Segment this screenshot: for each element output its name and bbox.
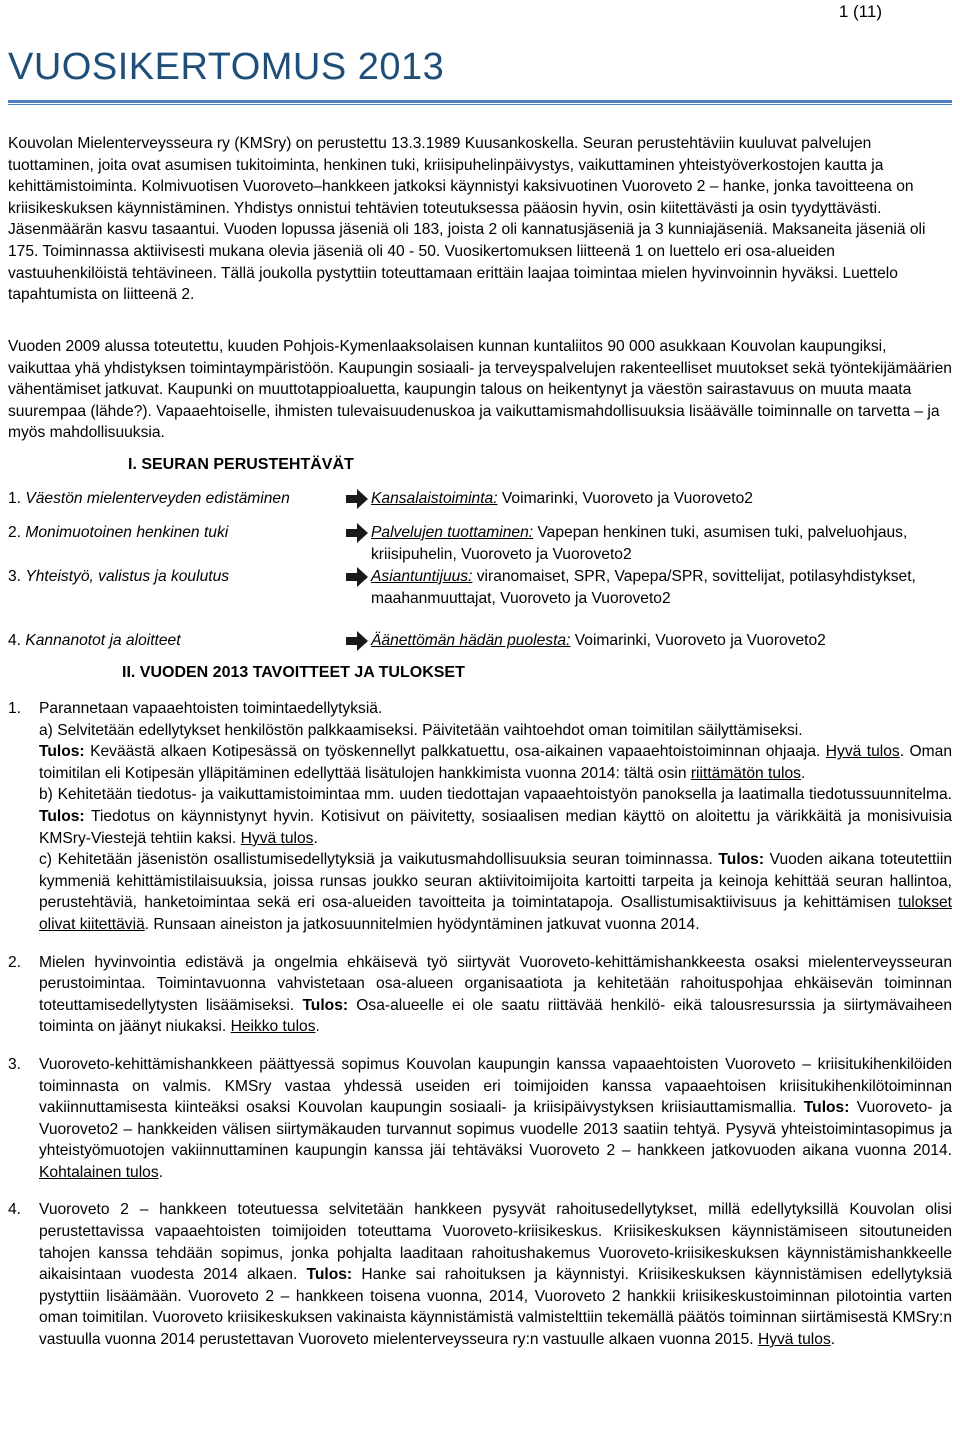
task-name: Yhteistyö, valistus ja koulutus xyxy=(25,568,230,585)
section-2-heading: II. VUODEN 2013 TAVOITTEET JA TULOKSET xyxy=(122,664,465,681)
goal-item-3: 3. Vuoroveto-kehittämishankkeen päättyessä sopimus Kouvolan kaupungin kanssa vapaaehtoisten Vuoroveto – kriisitukihenkilöiden toiminnasta on valmis. KMSry vastaa yhdessä useiden eri toimijoiden kanssa vapaaehtoisen kriisitukihenkilötoiminnan vakiinnuttamisesta kiinteäksi osaksi Kouvolan kaupungin sosiaali- ja kriisipäivystyksen kriisiauttamismallia. Tulos: Vuoroveto- ja Vuoroveto2 – hankkeiden välisen siirtymäkauden turvannut sopimus vuodelle 2013 saatiin tehtyä. Pysyvä yhteistoimintasopimus ja yhteistyömuotojen vakiinnuttaminen kaupungin kanssa jäi tehtäväksi Vuoroveto 2 – hankkeen jatkovuoden aikana vuonna 2014. Kohtalainen tulos. xyxy=(8,1055,952,1181)
task-detail: Voimarinki, Vuoroveto ja Vuoroveto2 xyxy=(570,632,826,649)
result-rating: Hyvä tulos xyxy=(240,829,314,847)
section-1-heading: I. SEURAN PERUSTEHTÄVÄT xyxy=(128,456,354,473)
arrow-right-icon xyxy=(346,631,368,651)
goal-item-1 xyxy=(8,698,952,936)
result-rating: Hyvä tulos xyxy=(757,1331,831,1349)
task-key: Äänettömän hädän puolesta: xyxy=(371,632,571,649)
page-number: 1 (11) xyxy=(838,2,882,21)
task-number: 3. xyxy=(8,568,22,585)
intro-paragraph-1: Kouvolan Mielenterveysseura ry (KMSry) on perustettu 13.3.1989 Kuusankoskella. Seuran perustehtäviin kuuluvat palvelujen tuottaminen, joita ovat asumisen tukitoiminta, henkinen tuki, kriisipuhelinpäivystys, vaikuttaminen yhteistyöverkostojen kautta ja kehittämistoiminta. Kolmivuotisen Vuoroveto–hankkeen jatkoksi käynnistyi kaksivuotinen Vuoroveto 2 – hanke, jonka tavoitteena on kriisikeskuksen käynnistäminen. Yhdistys onnistui tehtävien toteutuksessa pääosin hyvin, osin kiitettävästi ja osin tyydyttävästi. Jäsenmäärän kasvu tasaantui. Vuoden lopussa jäseniä oli 183, joista 2 oli kannatusjäseniä ja 3 kunniajäseniä. Maksaneita jäseniä oli 175. Toiminnassa aktiivisesti mukana olevia jäseniä oli 40 - 50. Vuosikertomuksen liitteenä 1 on luettelo eri osa-alueiden vastuuhenkilöistä tehtävineen. Tällä joukolla pystyttiin toteuttamaan erittäin laajaa toimintaa mielen hyvinvoinnin hyväksi. Luettelo tapahtumista on liitteenä 2. xyxy=(8,135,926,304)
intro-paragraph-2: Vuoden 2009 alussa toteutettu, kuuden Pohjois-Kymenlaaksolaisen kunnan kuntaliitos 90 000 asukkaan Kouvolan kaupungiksi, vaikuttaa yhä yhdistyksen toimintaympäristöön. Kaupungin sosiaali- ja terveyspalvelujen rakenteelliset muutokset sekä työntekijämäärien vähentämiset jatkuvat. Kaupunki on muuttotappioaluetta, kaupungin talous on heikentynyt ja väestön sairastavuus on muuta maata suurempaa (lähde?). Vapaaehtoiselle, ihmisten tulevaisuudenuskoa ja vaikuttamismahdollisuuksia lisäävälle toiminnalle on tarvetta – ja myös mahdollisuuksia. xyxy=(8,338,952,442)
goal-item-4: 4. Vuoroveto 2 – hankkeen toteutuessa selvitetään hankkeen pysyvät rahoitusedellytykset, millä edellytyksillä Kouvolan olisi perustettavissa vapaaehtoisten toimijoiden toteuttama Vuoroveto-kriisikeskus. Kriisikeskuksen käynnistämiseen sitoutuneiden tahojen kanssa tehdään sopimus, jonka pohjalta laaditaan rahoitushakemus Vuoroveto-kriisikeskuksen käynnistämishankkeelle aikaisintaan vuodesta 2014 alkaen. Tulos: Hanke sai rahoituksen ja käynnistyi. Kriisikeskuksen käynnistämisen edellytyksiä pystyttiin lisäämään. Vuoroveto 2 – hankkeen toisena vuonna, 2014, Vuoroveto 2 hankkii kriisikeskustoiminnan pilotointia varten oman toimitilan. Vuoroveto kriisikeskuksen vakinaista käynnistämistä valmistelttiin tekemällä päätös toiminnan siirtämisestä KMSry:n vastuulla vuonna 2014 perustettavan Vuoroveto mielenterveysseura ry:n vastuulle alkaen vuonna 2015. Hyvä tulos. xyxy=(8,1201,952,1349)
task-number: 4. xyxy=(8,632,22,649)
title-rule-thin xyxy=(8,104,952,105)
task-detail: Voimarinki, Vuoroveto ja Vuoroveto2 xyxy=(497,490,753,507)
task-detail: viranomaiset, SPR, Vapepa/SPR, sovittelijat, potilasyhdistykset, maahanmuuttajat, Vuoroveto ja Vuoroveto2 xyxy=(371,568,916,607)
task-name: Väestön mielenterveyden edistäminen xyxy=(25,490,290,507)
goal-1c: c) Kehitetään jäsenistön osallistumisedellytyksiä ja vaikutusmahdollisuuksia seuran toiminnassa. Tulos: Vuoden aikana toteutettiin kymmeniä kehittämistilaisuuksia, joissa runsas joukko seuran aktiivitoimijoita kartoitti tarpeita ja keinoja kehittää seuran hallintoa, perustehtäviä, hanketoimintaa sekä eri osa-alueiden tavoitteita ja toimintatapoja. Osallistumisaktiivisuus ja kehittämisen tulokset olivat kiitettäviä. Runsaan aineiston ja jatkosuunnitelmien hyödyntäminen jatkuvat vuonna 2014. xyxy=(39,851,952,933)
result-rating: Heikko tulos xyxy=(230,1018,316,1036)
result-rating: Hyvä tulos xyxy=(825,743,900,761)
task-name: Kannanotot ja aloitteet xyxy=(25,632,181,649)
task-row xyxy=(8,522,952,566)
goal-number: 2. xyxy=(8,953,22,971)
task-key: Kansalaistoiminta: xyxy=(371,490,498,507)
arrow-right-icon xyxy=(346,567,368,587)
task-number: 2. xyxy=(8,524,22,541)
goal-item-2: 2. Mielen hyvinvointia edistävä ja ongelmia ehkäisevä työ siirtyvät Vuoroveto-kehittämishankkeesta osaksi mielenterveysseuran perustoimintaa. Toimintavuonna vahvistetaan osa-alueen organisaatiota ja kehitetään rahoituspohjaa ehkäisevän toiminnan toteuttamisedellytysten lisäämiseksi. Tulos: Osa-alueelle ei ole saatu riittävää henkilö- eikä talousresurssia ja siirtymävaiheen toiminta on jäänyt niukaksi. Heikko tulos. xyxy=(8,953,952,1036)
result-rating: Kohtalainen tulos xyxy=(39,1163,159,1181)
title-rule xyxy=(8,100,952,103)
goal-number: 3. xyxy=(8,1055,22,1073)
task-row xyxy=(8,566,952,630)
arrow-right-icon xyxy=(346,489,368,509)
goal-1a: a) Selvitetään edellytykset henkilöstön palkkaamiseksi. Päivitetään vaihtoehdot oman toimitilan säilyttämiseksi. Tulos: Keväästä alkaen Kotipesässä on työskennellyt palkkatuettu, osa-aikainen vapaaehtoistoiminnan ohjaaja. Hyvä tulos. Oman toimitilan eli Kotipesän ylläpitäminen edellyttää lisätulojen hankkimista vuonna 2014: tältä osin riittämätön tulos. xyxy=(39,721,952,782)
goal-number: 1. xyxy=(8,700,22,717)
task-name: Monimuotoinen henkinen tuki xyxy=(25,524,229,541)
goal-1b: b) Kehitetään tiedotus- ja vaikuttamistoimintaa mm. uuden tiedottajan vapaaehtoistyön panoksella ja laatimalla tiedotussuunnitelma. Tulos: Tiedotus on käynnistynyt hyvin. Kotisivut on päivitetty, sosiaalisen median käyttö on aloitettu ja värikkäitä ja monisivuisia KMSry-Viestejä tehtiin kaksi. Hyvä tulos. xyxy=(39,786,952,847)
task-row xyxy=(8,630,952,652)
task-key: Asiantuntijuus: xyxy=(371,568,473,585)
task-number: 1. xyxy=(8,490,22,507)
task-key: Palvelujen tuottaminen: xyxy=(371,524,534,541)
document-title: VUOSIKERTOMUS 2013 xyxy=(8,46,445,88)
goal-title: Parannetaan vapaaehtoisten toimintaedellytyksiä. xyxy=(39,700,383,717)
arrow-right-icon xyxy=(346,523,368,543)
task-row xyxy=(8,488,952,510)
result-rating: riittämätön tulos xyxy=(690,764,801,782)
task-detail: Vapepan henkinen tuki, asumisen tuki, palveluohjaus, kriisipuhelin, Vuoroveto ja Vuoroveto2 xyxy=(371,524,908,563)
goals-list xyxy=(8,698,952,1351)
goal-number: 4. xyxy=(8,1201,22,1219)
result-rating: tulokset olivat kiitettäviä xyxy=(39,894,952,933)
